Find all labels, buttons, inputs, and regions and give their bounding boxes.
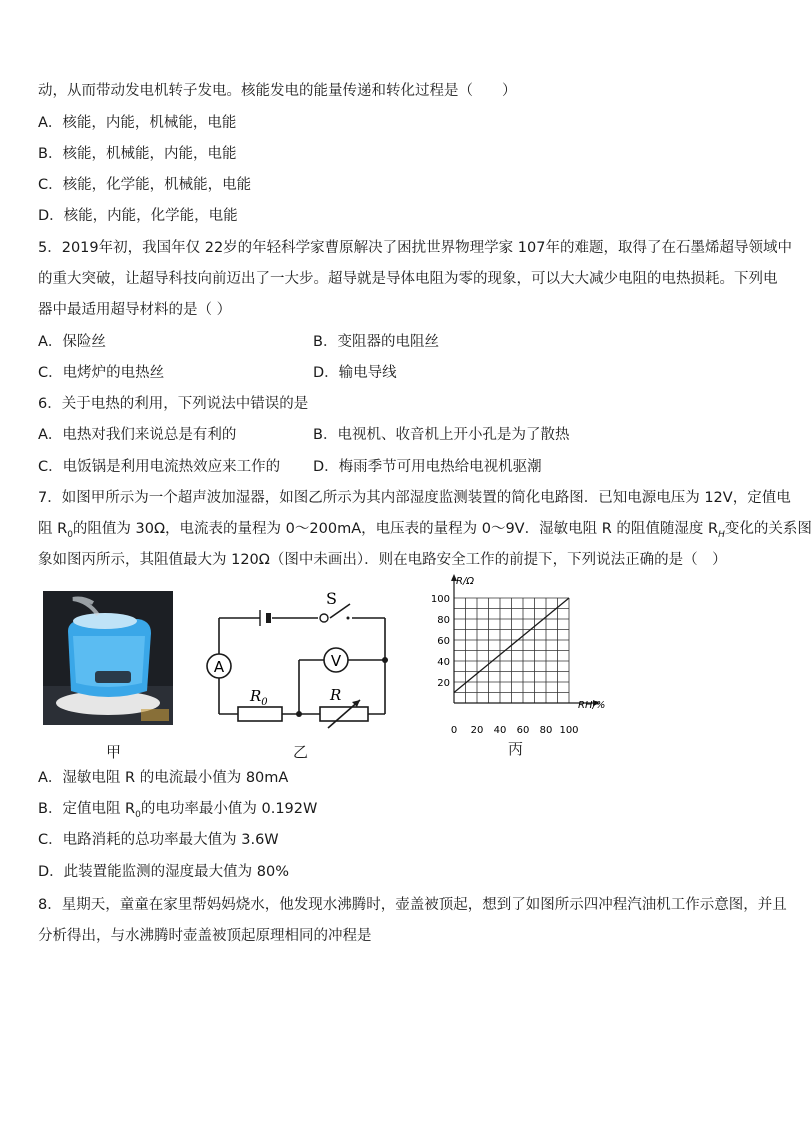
q7-option-b: B．定值电阻 $R_0$的电功率最小值为 0.192W	[38, 801, 318, 820]
q7-option-c: C．电路消耗的总功率最大值为 3.6W	[38, 832, 279, 848]
q7-option-d: D．此装置能监测的湿度最大值为 80%	[38, 864, 290, 880]
q4-option-a: A．核能，内能，机械能，电能	[38, 115, 237, 131]
junction-dot	[296, 711, 302, 717]
figure-label-yi: 乙	[293, 743, 309, 761]
chart-x-axis-label: RH/%	[578, 700, 606, 711]
q5-option-b: B．变阻器的电阻丝	[313, 334, 439, 350]
chart-tick-labels	[431, 594, 579, 736]
voltmeter-label: V	[330, 652, 342, 670]
q6-option-a: A．电热对我们来说总是有利的	[38, 427, 237, 443]
figure-label-bing: 丙	[508, 740, 524, 758]
chart-y-axis-label: R/Ω	[456, 576, 474, 587]
q6-option-b: B．电视机、收音机上开小孔是为了散热	[313, 427, 570, 443]
chart-x-tick-label: 0	[450, 725, 458, 736]
q7-option-a: A．湿敏电阻 R 的电流最小值为 80mA	[38, 770, 289, 786]
chart-y-tick-label: 100	[430, 594, 450, 605]
q6-option-c: C．电饭锅是利用电流热效应来工作的	[38, 459, 281, 475]
humidity-resistance-chart	[420, 572, 620, 742]
figure-label-jia: 甲	[106, 743, 122, 761]
circuit-diagram	[200, 588, 400, 736]
chart-grid	[454, 598, 569, 703]
q7-line-1: 7．如图甲所示为一个超声波加湿器，如图乙所示为其内部湿度监测装置的简化电路图．已知电源电压为 12V，定值电	[38, 490, 791, 506]
chart-y-tick-label: 60	[437, 636, 450, 647]
ammeter-label: A	[213, 658, 225, 676]
chart-x-tick-label: 100	[559, 725, 579, 736]
q4-option-c: C．核能，化学能，机械能，电能	[38, 177, 252, 193]
junction-dot	[382, 657, 388, 663]
switch-icon	[320, 614, 328, 622]
chart-x-tick-label: 60	[516, 725, 530, 736]
q5-line-1: 5．2019年初，我国年仅 22岁的年轻科学家曹原解决了困扰世界物理学家 107年的难题，取得了在石墨烯超导领域中	[38, 240, 792, 256]
chart-y-tick-label: 80	[437, 615, 450, 626]
q5-option-c: C．电烤炉的电热丝	[38, 365, 165, 381]
q6-option-d: D．梅雨季节可用电热给电视机驱潮	[313, 459, 542, 475]
chart-y-tick-label: 20	[437, 678, 450, 689]
q4-option-d: D．核能，内能，化学能，电能	[38, 208, 238, 224]
chart-y-tick-label: 40	[437, 657, 450, 668]
humidifier-photo	[43, 591, 173, 725]
q5-option-a: A．保险丝	[38, 334, 106, 350]
q8-line-1: 8．星期天，童童在家里帮妈妈烧水，他发现水沸腾时，壶盖被顶起，想到了如图所示四冲程汽油机工作示意图，并且	[38, 897, 787, 913]
q5-option-d: D．输电导线	[313, 365, 397, 381]
q7-line-2: 阻 $R_0$的阻值为 30Ω，电流表的量程为 0～200mA，电压表的量程为 0～9V．湿敏电阻 R 的阻值随湿度 $R_H$变化的关系图	[38, 521, 812, 540]
q5-line-3: 器中最适用超导材料的是（ ）	[38, 302, 232, 318]
q4-option-b: B．核能，机械能，内能，电能	[38, 146, 237, 162]
q8-line-2: 分析得出，与水沸腾时壶盖被顶起原理相同的冲程是	[38, 928, 372, 944]
q4-stem: 动，从而带动发电机转子发电。核能发电的能量传递和转化过程是（ ）	[38, 83, 517, 99]
r-label: R	[330, 686, 342, 704]
switch-label: S	[326, 589, 337, 608]
chart-x-tick-label: 80	[539, 725, 553, 736]
chart-x-tick-label: 40	[493, 725, 507, 736]
q5-line-2: 的重大突破，让超导科技向前迈出了一大步。超导就是导体电阻为零的现象，可以大大减少电阻的电热损耗。下列电	[38, 271, 778, 287]
chart-x-tick-label: 20	[470, 725, 484, 736]
q6-stem: 6．关于电热的利用，下列说法中错误的是	[38, 396, 309, 412]
battery-icon	[266, 613, 271, 623]
r0-label: $R_0$	[250, 687, 268, 708]
q7-line-3: 象如图丙所示，其阻值最大为 120Ω（图中未画出）．则在电路安全工作的前提下，下列说法正确的是（ ）	[38, 552, 727, 568]
